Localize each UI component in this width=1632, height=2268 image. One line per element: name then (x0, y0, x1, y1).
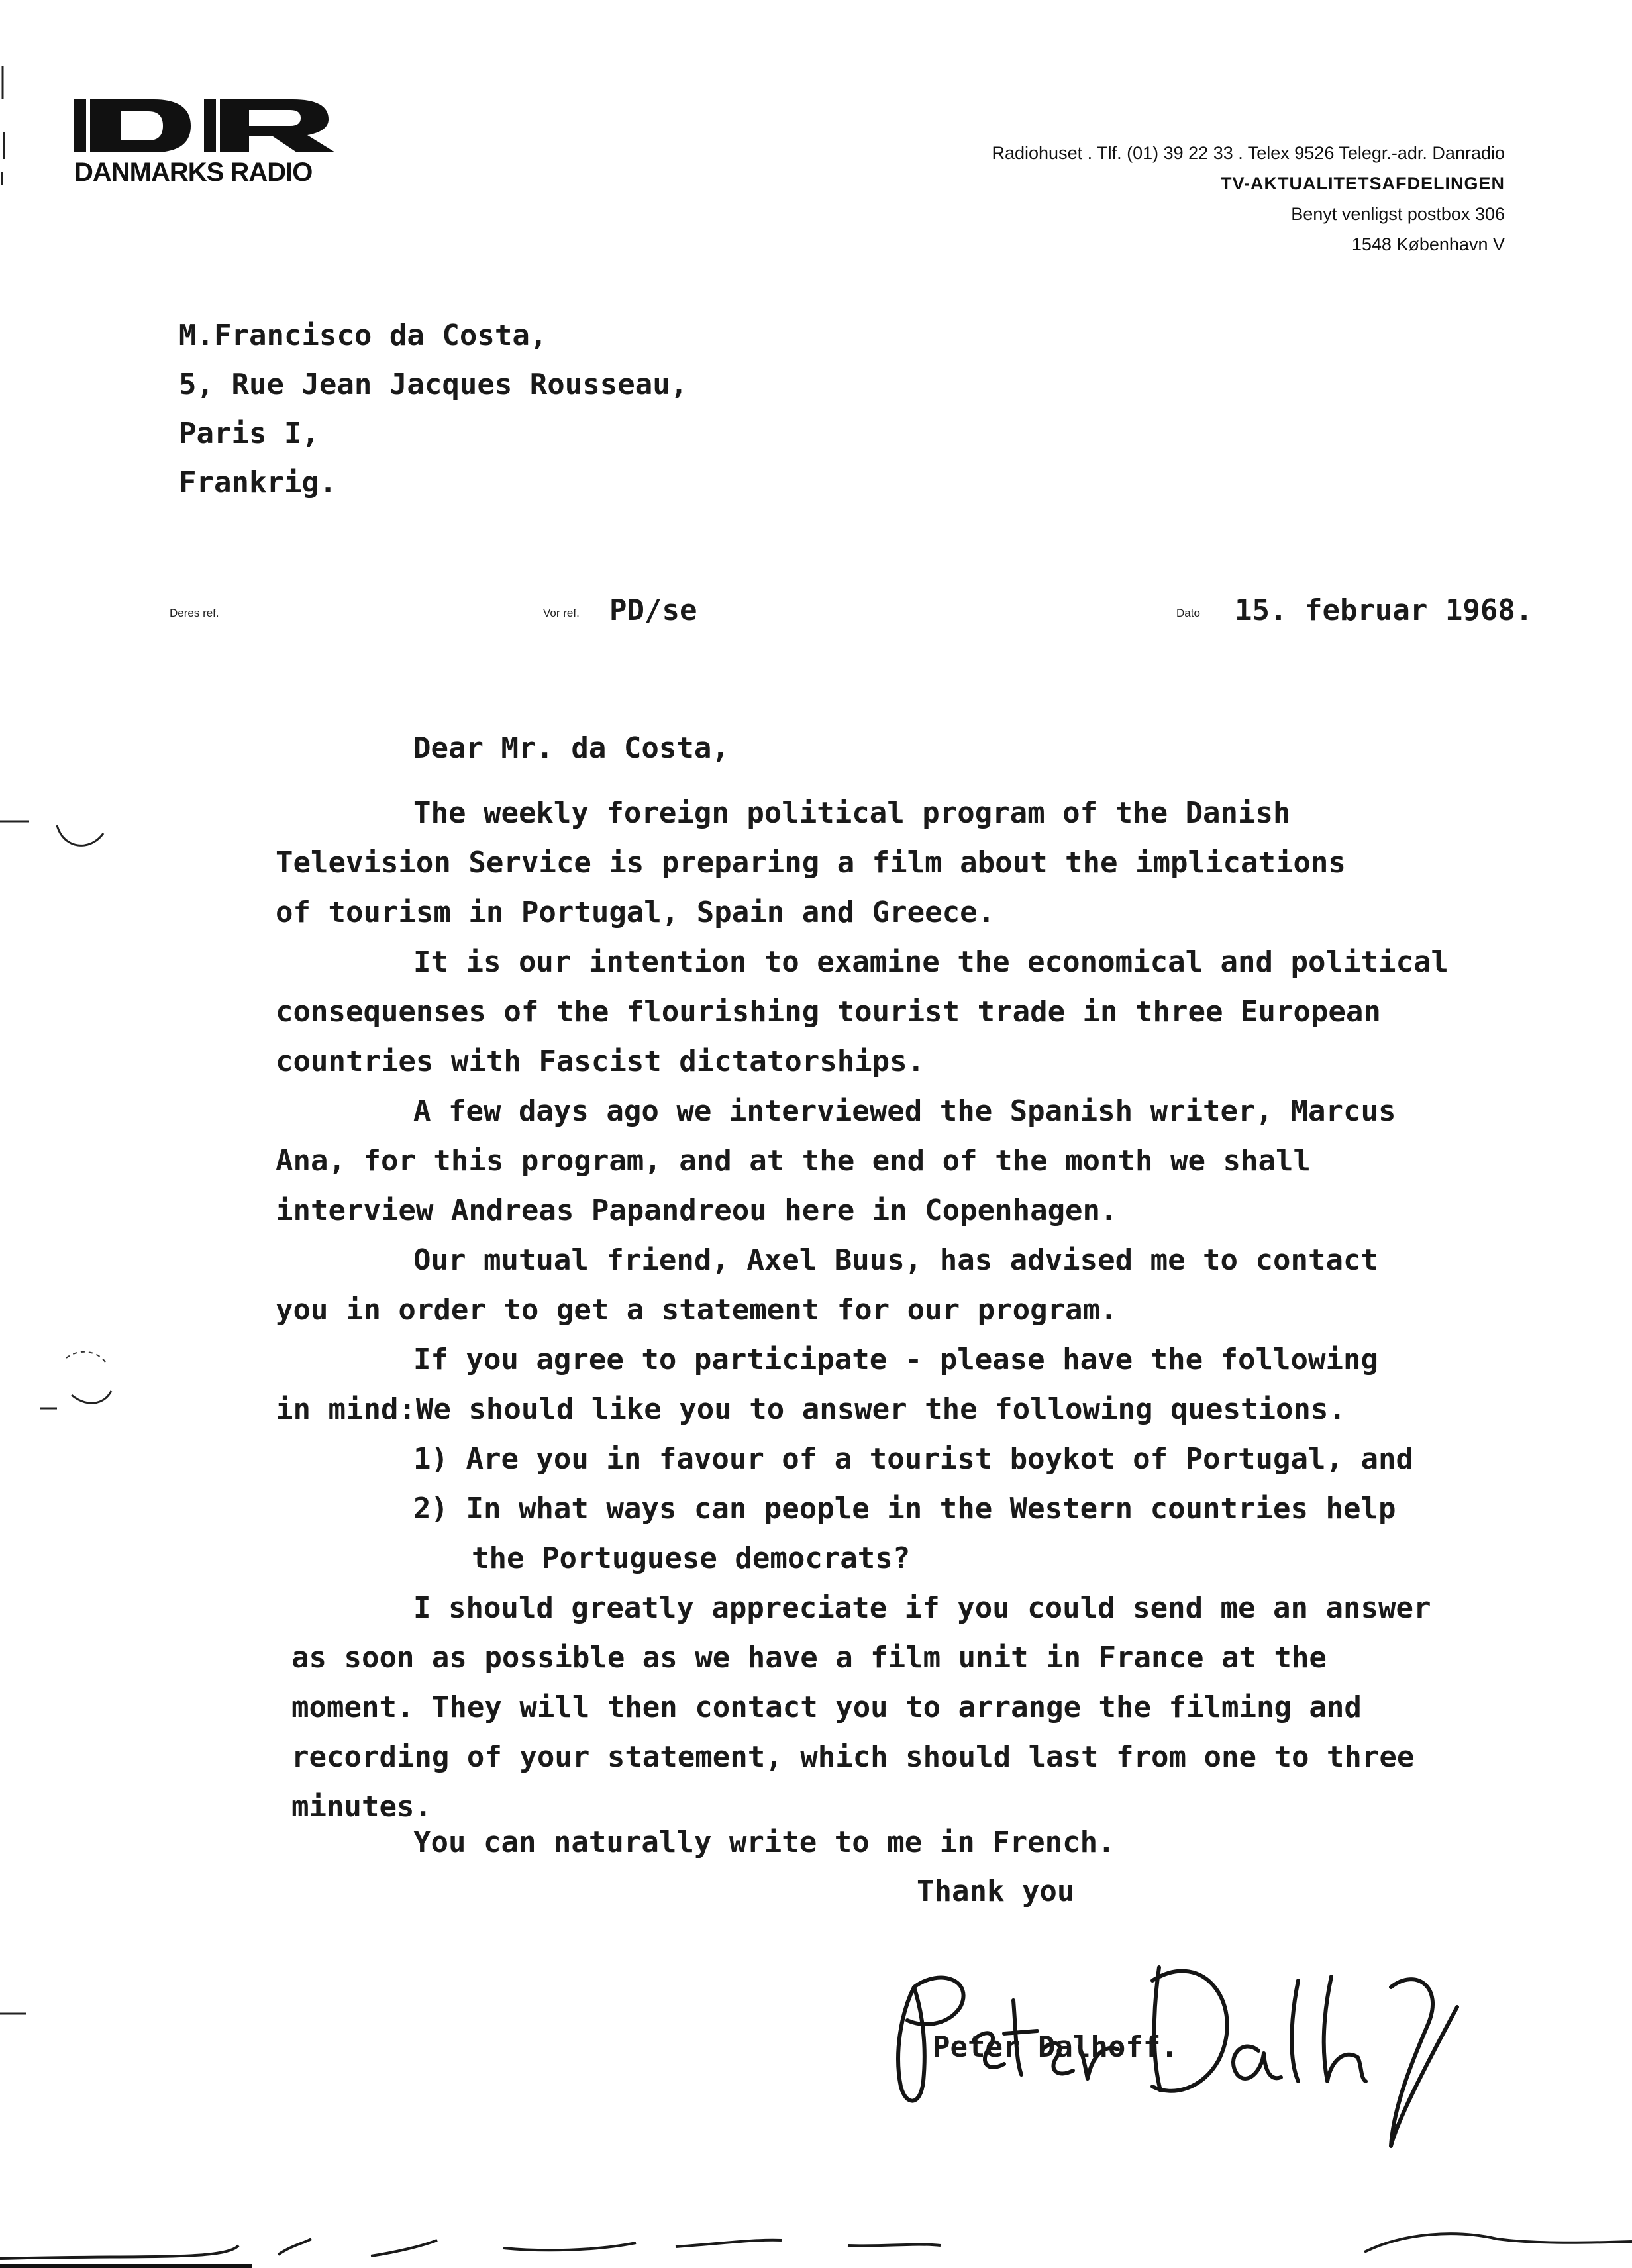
recipient-country: Frankrig. (179, 466, 337, 499)
recipient-street: 5, Rue Jean Jacques Rousseau, (179, 368, 688, 401)
dr-logo (74, 99, 339, 152)
body-line: If you agree to participate - please have the following (413, 1343, 1378, 1376)
punch-hole-mark (0, 795, 113, 861)
body-line: minutes. (291, 1790, 432, 1824)
body-line: recording of your statement, which should last from one to three (291, 1740, 1415, 1774)
contact-line: Radiohuset . Tlf. (01) 39 22 33 . Telex 9526 Telegr.-adr. Danradio (992, 143, 1505, 163)
binding-mark (0, 60, 13, 192)
department: TV-AKTUALITETSAFDELINGEN (1221, 174, 1505, 193)
body-line: as soon as possible as we have a film unit in France at the (291, 1641, 1327, 1675)
question-2: 2) In what ways can people in the Western countries help (413, 1492, 1396, 1525)
punch-hole-mark (40, 1345, 119, 1418)
recipient-city: Paris I, (179, 417, 319, 450)
body-line: I should greatly appreciate if you could send me an answer (413, 1591, 1431, 1625)
org-name: DANMARKS RADIO (74, 158, 313, 187)
body-line: consequenses of the flourishing tourist trade in three European (276, 995, 1381, 1029)
body-line: A few days ago we interviewed the Spanish writer, Marcus (413, 1094, 1396, 1128)
body-line: interview Andreas Papandreou here in Copenhagen. (276, 1194, 1118, 1227)
body-line: The weekly foreign political program of the Danish (413, 796, 1291, 830)
question-2-continued: the Portuguese democrats? (472, 1541, 911, 1575)
body-line: countries with Fascist dictatorships. (276, 1045, 925, 1078)
margin-mark (0, 2007, 40, 2020)
signatory-name: Peter Dalhoff. (933, 2030, 1178, 2064)
closing-thanks: Thank you (917, 1875, 1075, 1908)
postbox-line: Benyt venligst postbox 306 (1291, 204, 1505, 224)
vor-ref-label: Vor ref. (543, 607, 580, 619)
vor-ref-value: PD/se (609, 593, 697, 627)
deres-ref-label: Deres ref. (170, 607, 219, 619)
body-line: Television Service is preparing a film about the implications (276, 846, 1346, 880)
body-line: You can naturally write to me in French. (413, 1826, 1115, 1859)
question-1: 1) Are you in favour of a tourist boykot of Portugal, and (413, 1442, 1413, 1476)
body-line: in mind:We should like you to answer the following questions. (276, 1392, 1346, 1426)
bottom-scan-edge (0, 2206, 1632, 2268)
dato-label: Dato (1176, 607, 1200, 619)
recipient-name: M.Francisco da Costa, (179, 319, 548, 352)
body-line: you in order to get a statement for our program. (276, 1293, 1118, 1327)
body-line: moment. They will then contact you to arrange the filming and (291, 1690, 1362, 1724)
salutation: Dear Mr. da Costa, (413, 731, 729, 765)
recipient-address (179, 311, 688, 507)
body-line: Our mutual friend, Axel Buus, has advised me to contact (413, 1243, 1378, 1277)
city-line: 1548 København V (1351, 234, 1505, 254)
letter-date: 15. februar 1968. (1235, 593, 1533, 627)
body-line: Ana, for this program, and at the end of the month we shall (276, 1144, 1311, 1178)
letterhead-contact (992, 138, 1505, 260)
body-line: It is our intention to examine the economical and political (413, 945, 1449, 979)
body-line: of tourism in Portugal, Spain and Greece. (276, 896, 995, 929)
